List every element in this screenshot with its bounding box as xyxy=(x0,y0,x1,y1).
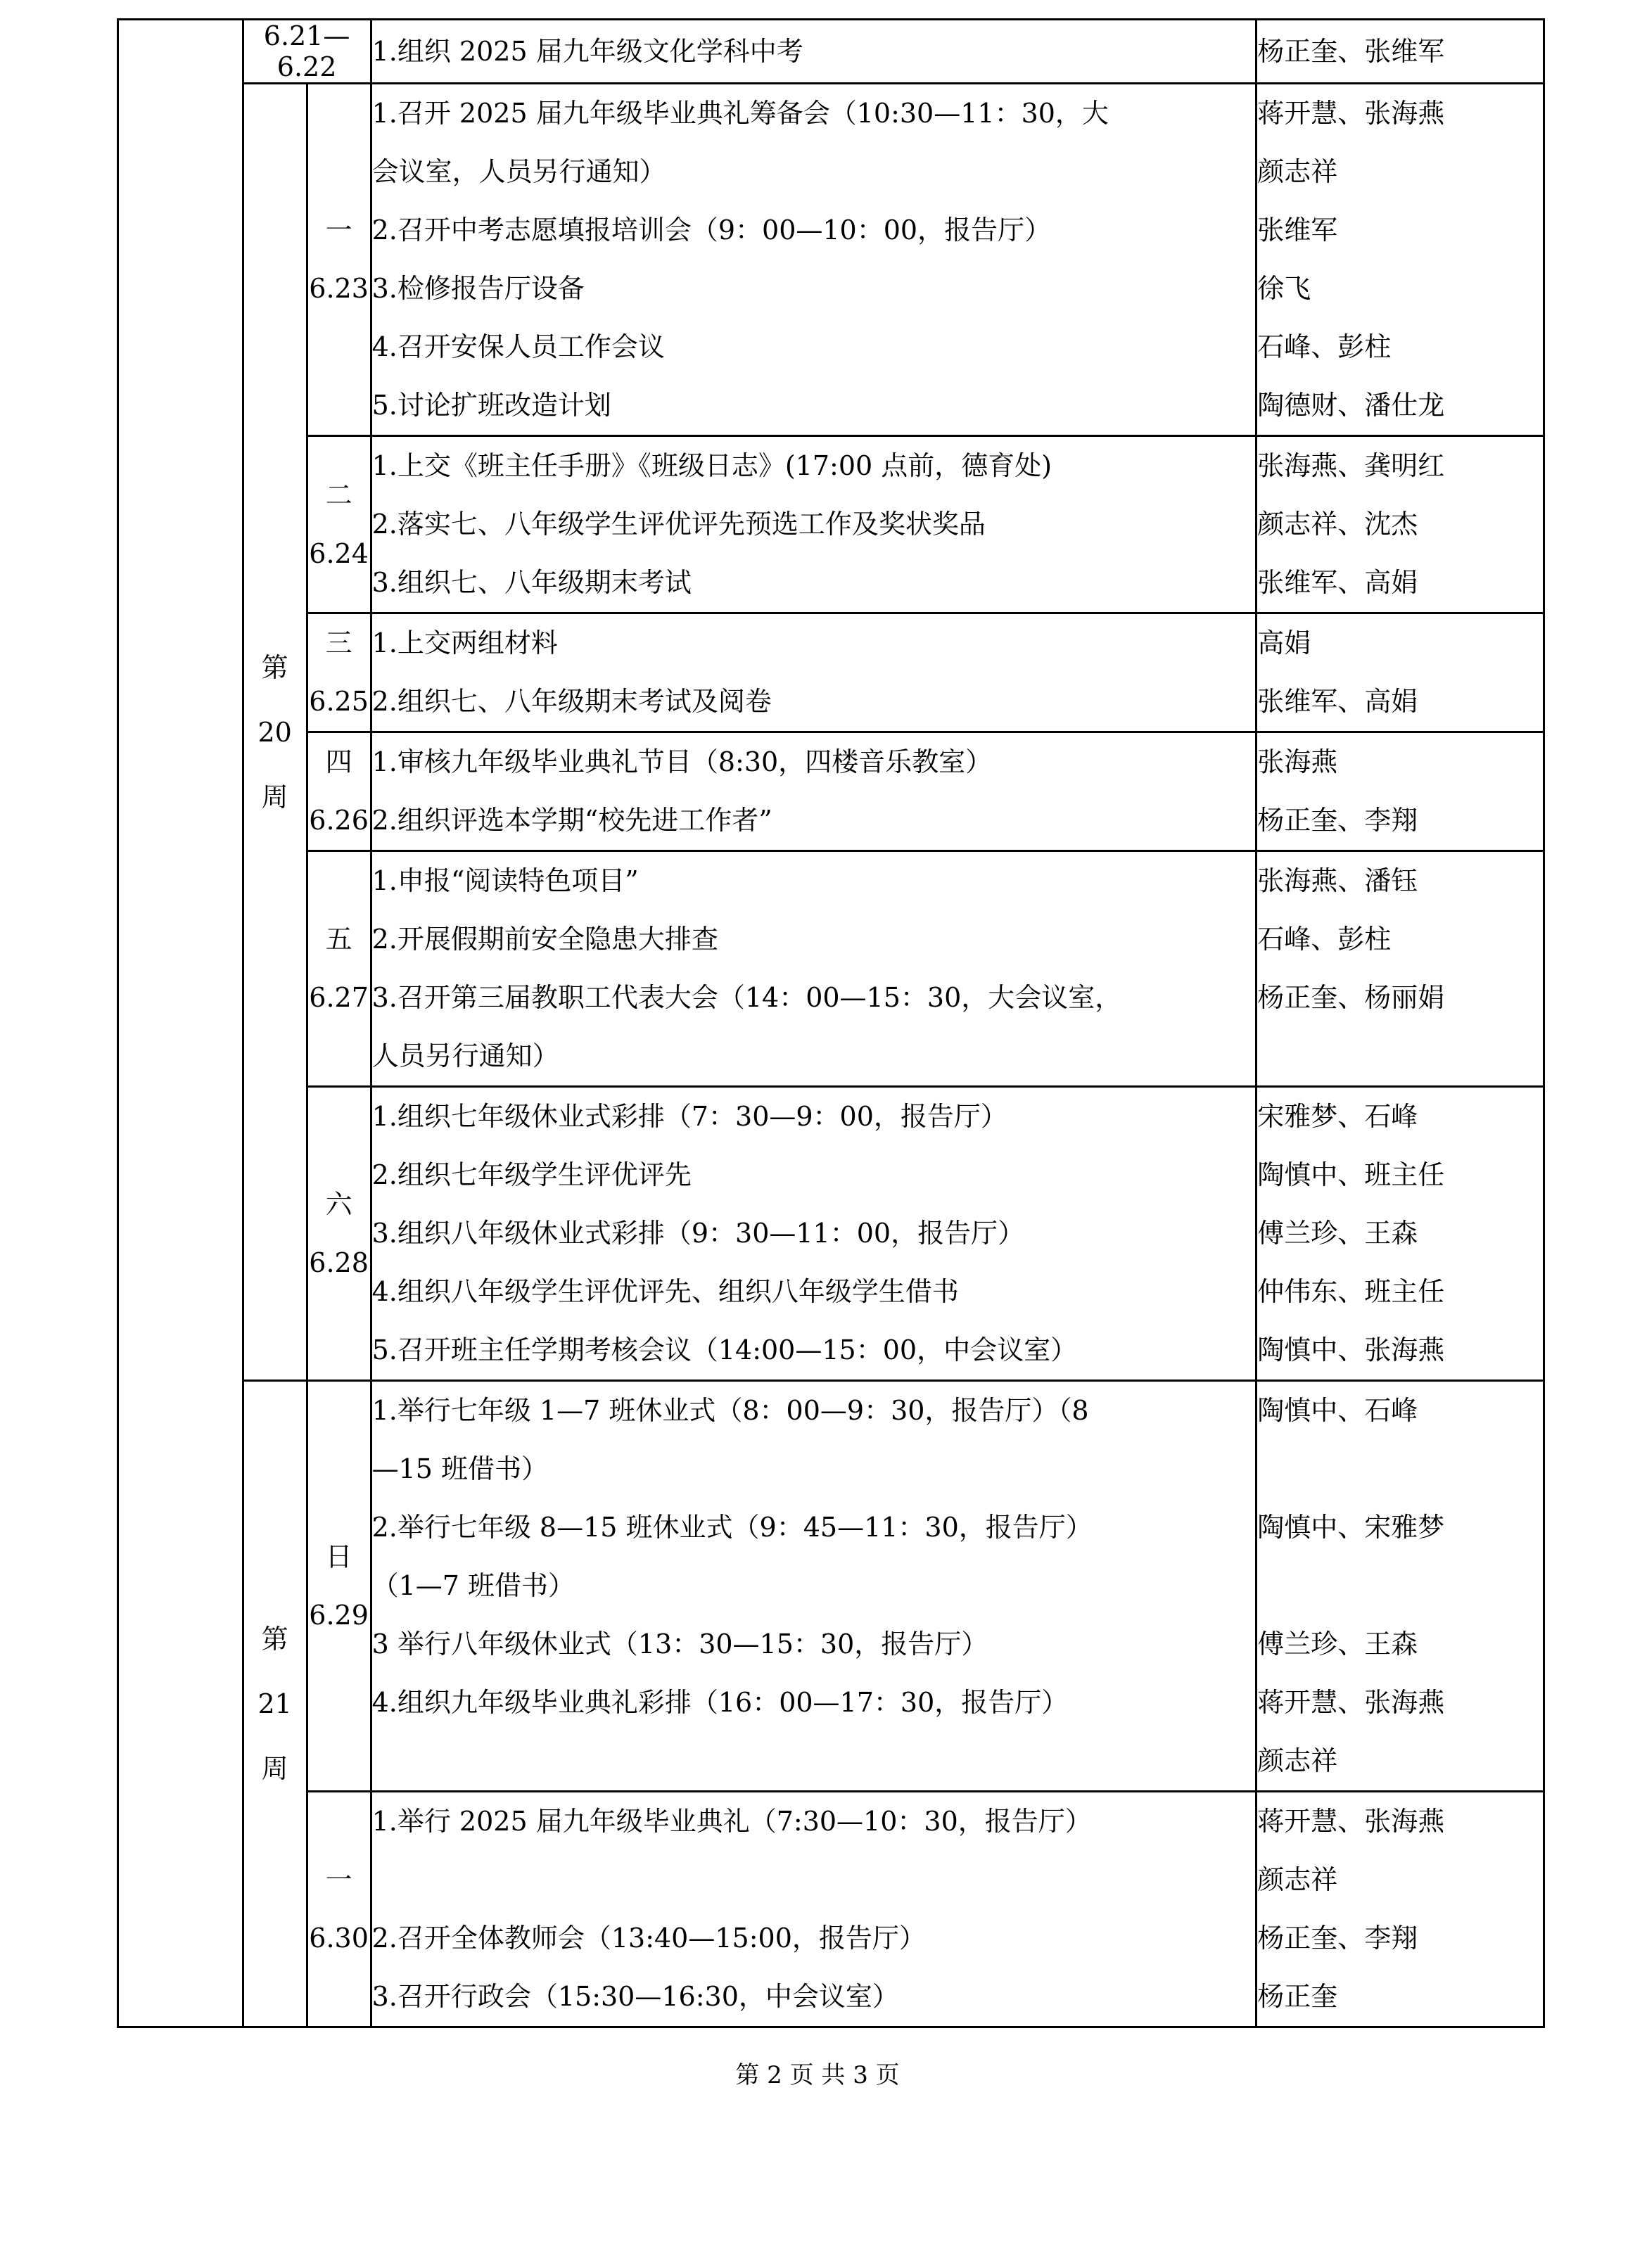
weekday-cell xyxy=(307,613,371,732)
task-line: 1.组织七年级休业式彩排（7：30—9：00，报告厅） xyxy=(371,1101,1007,1132)
weekday-cell xyxy=(307,84,371,436)
date: 6.24 xyxy=(309,537,369,569)
responsible-line: 张维军、高娟 xyxy=(1257,686,1418,717)
task-line: 1.举行 2025 届九年级毕业典礼（7:30—10：30，报告厅） xyxy=(371,1806,1092,1837)
weekday-cell xyxy=(307,1087,371,1381)
date-range: 6.21—6.22 xyxy=(263,20,350,82)
task-line: 2.组织评选本学期“校先进工作者” xyxy=(371,805,772,836)
responsible-line: 陶慎中、石峰 xyxy=(1257,1395,1418,1426)
task-line: 5.讨论扩班改造计划 xyxy=(371,390,611,421)
task-line: 4.组织九年级毕业典礼彩排（16：00—17：30，报告厅） xyxy=(371,1687,1069,1718)
weekday-cell xyxy=(307,851,371,1087)
task-line: 3.召开行政会（15:30—16:30，中会议室） xyxy=(371,1981,899,2012)
schedule-table xyxy=(117,18,1545,2028)
task-line: 3.组织七、八年级期末考试 xyxy=(371,567,692,598)
table-row xyxy=(118,1792,1544,2027)
weekday-cell xyxy=(307,1792,371,2027)
task-line: 1.申报“阅读特色项目” xyxy=(371,865,639,896)
responsible-line xyxy=(1257,1557,1543,1615)
table-row xyxy=(118,84,1544,436)
task-line: 人员另行通知） xyxy=(371,1040,559,1071)
week-label: 21 xyxy=(257,1688,292,1719)
responsible-line: 蒋开慧、张海燕 xyxy=(1257,1687,1445,1718)
week-label-cell xyxy=(243,84,307,1381)
responsible-line: 高娟 xyxy=(1257,627,1311,658)
task-line: 2.组织七年级学生评优评先 xyxy=(371,1159,692,1190)
responsible-line xyxy=(1257,1027,1543,1085)
weekday: 一 xyxy=(325,215,352,246)
week-label: 第 xyxy=(261,651,288,683)
date: 6.25 xyxy=(309,686,369,717)
responsible-line: 仲伟东、班主任 xyxy=(1257,1276,1445,1307)
responsible-cell xyxy=(1257,1087,1544,1381)
responsible-line: 张海燕、龚明红 xyxy=(1257,450,1445,481)
responsible-line: 石峰、彭柱 xyxy=(1257,331,1392,362)
weekday: 六 xyxy=(325,1188,352,1220)
responsible-line: 陶慎中、宋雅梦 xyxy=(1257,1512,1445,1543)
task-line: 会议室，人员另行通知） xyxy=(371,156,666,187)
table-row xyxy=(118,1087,1544,1381)
week-label-cell xyxy=(243,1381,307,2027)
task-items-cell xyxy=(371,732,1257,851)
task-line: 2.举行七年级 8—15 班休业式（9：45—11：30，报告厅） xyxy=(371,1512,1093,1543)
weekday-cell xyxy=(307,436,371,613)
weekday: 日 xyxy=(325,1541,352,1572)
table-row xyxy=(118,20,1544,84)
task-line xyxy=(372,1851,1256,1909)
responsible-line xyxy=(1257,1440,1543,1498)
responsible-cell xyxy=(1257,1381,1544,1792)
responsible-cell xyxy=(1257,613,1544,732)
date: 6.27 xyxy=(309,982,369,1013)
weekday: 四 xyxy=(325,746,352,777)
responsible-line: 张维军、高娟 xyxy=(1257,567,1418,598)
table-row xyxy=(118,613,1544,732)
responsible-cell xyxy=(1257,84,1544,436)
responsible-line: 宋雅梦、石峰 xyxy=(1257,1101,1418,1132)
responsible-line: 杨正奎、李翔 xyxy=(1257,1923,1418,1954)
responsible-line: 颜志祥 xyxy=(1257,1745,1338,1776)
task-items-cell xyxy=(371,20,1257,84)
date-range-cell xyxy=(243,20,371,84)
task-line: 3 举行八年级休业式（13：30—15：30，报告厅） xyxy=(371,1629,988,1659)
task-line: 3.组织八年级休业式彩排（9：30—11：00，报告厅） xyxy=(371,1218,1025,1249)
page-footer: 第 2 页 共 3 页 xyxy=(735,2061,900,2089)
task-line: 4.召开安保人员工作会议 xyxy=(371,331,665,362)
left-margin-cell xyxy=(118,20,243,2027)
table-row xyxy=(118,851,1544,1087)
task-line: 1.审核九年级毕业典礼节目（8:30，四楼音乐教室） xyxy=(371,746,993,777)
task-line: 1.组织 2025 届九年级文化学科中考 xyxy=(371,35,803,67)
task-items-cell xyxy=(371,436,1257,613)
responsible-line: 张维军 xyxy=(1257,215,1338,246)
task-line: 1.上交《班主任手册》《班级日志》(17:00 点前，德育处) xyxy=(371,450,1052,481)
responsible-cell xyxy=(1257,732,1544,851)
task-line: 1.召开 2025 届九年级毕业典礼筹备会（10:30—11：30，大 xyxy=(371,98,1109,129)
task-items-cell xyxy=(371,613,1257,732)
task-line: 5.召开班主任学期考核会议（14:00—15：00，中会议室） xyxy=(371,1334,1078,1365)
week-label: 20 xyxy=(257,716,292,748)
weekday-cell xyxy=(307,1381,371,1792)
table-row xyxy=(118,436,1544,613)
task-line: 1.举行七年级 1—7 班休业式（8：00—9：30，报告厅）（8 xyxy=(371,1395,1089,1426)
date: 6.26 xyxy=(309,805,369,836)
weekday: 二 xyxy=(325,479,352,511)
responsible-line: 颜志祥 xyxy=(1257,1864,1338,1895)
date: 6.23 xyxy=(309,273,369,304)
task-items-cell xyxy=(371,1381,1257,1792)
responsible-cell xyxy=(1257,1792,1544,2027)
task-items-cell xyxy=(371,1792,1257,2027)
responsible-line: 徐飞 xyxy=(1257,273,1311,304)
table-row xyxy=(118,1381,1544,1792)
week-label: 周 xyxy=(261,1753,288,1784)
task-items-cell xyxy=(371,84,1257,436)
responsible-line: 陶慎中、班主任 xyxy=(1257,1159,1445,1190)
task-line: 4.组织八年级学生评优评先、组织八年级学生借书 xyxy=(371,1276,959,1307)
responsible-line: 杨正奎、李翔 xyxy=(1257,805,1418,836)
task-line: 2.组织七、八年级期末考试及阅卷 xyxy=(371,686,772,717)
responsible-line: 傅兰珍、王森 xyxy=(1257,1629,1418,1659)
date: 6.30 xyxy=(309,1923,369,1954)
task-line: 3.检修报告厅设备 xyxy=(371,273,585,304)
task-line: （1—7 班借书） xyxy=(371,1570,575,1601)
task-line: 2.落实七、八年级学生评优评先预选工作及奖状奖品 xyxy=(371,509,986,540)
responsible-line: 石峰、彭柱 xyxy=(1257,924,1392,955)
responsible-line: 杨正奎、杨丽娟 xyxy=(1257,982,1445,1013)
task-line: 2.开展假期前安全隐患大排查 xyxy=(371,924,718,955)
responsible-line: 杨正奎、张维军 xyxy=(1257,35,1445,67)
responsible-line: 蒋开慧、张海燕 xyxy=(1257,1806,1445,1837)
responsible-line: 颜志祥、沈杰 xyxy=(1257,509,1418,540)
task-line: 3.召开第三届教职工代表大会（14：00—15：30，大会议室， xyxy=(371,982,1122,1013)
responsible-cell xyxy=(1257,851,1544,1087)
table-row xyxy=(118,732,1544,851)
task-line: 2.召开中考志愿填报培训会（9：00—10：00，报告厅） xyxy=(371,215,1052,246)
task-items-cell xyxy=(371,851,1257,1087)
task-line xyxy=(372,1732,1256,1790)
date: 6.29 xyxy=(309,1599,369,1631)
responsible-line: 陶慎中、张海燕 xyxy=(1257,1334,1445,1365)
weekday-cell xyxy=(307,732,371,851)
task-line: 2.召开全体教师会（13:40—15:00，报告厅） xyxy=(371,1923,926,1954)
task-line: 1.上交两组材料 xyxy=(371,627,558,658)
responsible-line: 张海燕 xyxy=(1257,746,1338,777)
responsible-cell xyxy=(1257,436,1544,613)
weekday: 三 xyxy=(325,627,352,658)
responsible-line: 蒋开慧、张海燕 xyxy=(1257,98,1445,129)
weekday: 五 xyxy=(325,924,352,955)
week-label: 第 xyxy=(261,1624,288,1655)
date: 6.28 xyxy=(309,1247,369,1278)
weekday: 一 xyxy=(325,1864,352,1895)
responsible-line: 张海燕、潘钰 xyxy=(1257,865,1418,896)
task-items-cell xyxy=(371,1087,1257,1381)
responsible-line: 傅兰珍、王森 xyxy=(1257,1218,1418,1249)
responsible-line: 杨正奎 xyxy=(1257,1981,1338,2012)
task-line: —15 班借书） xyxy=(371,1453,549,1484)
responsible-cell xyxy=(1257,20,1544,84)
responsible-line: 颜志祥 xyxy=(1257,156,1338,187)
responsible-line: 陶德财、潘仕龙 xyxy=(1257,390,1445,421)
week-label: 周 xyxy=(261,781,288,813)
